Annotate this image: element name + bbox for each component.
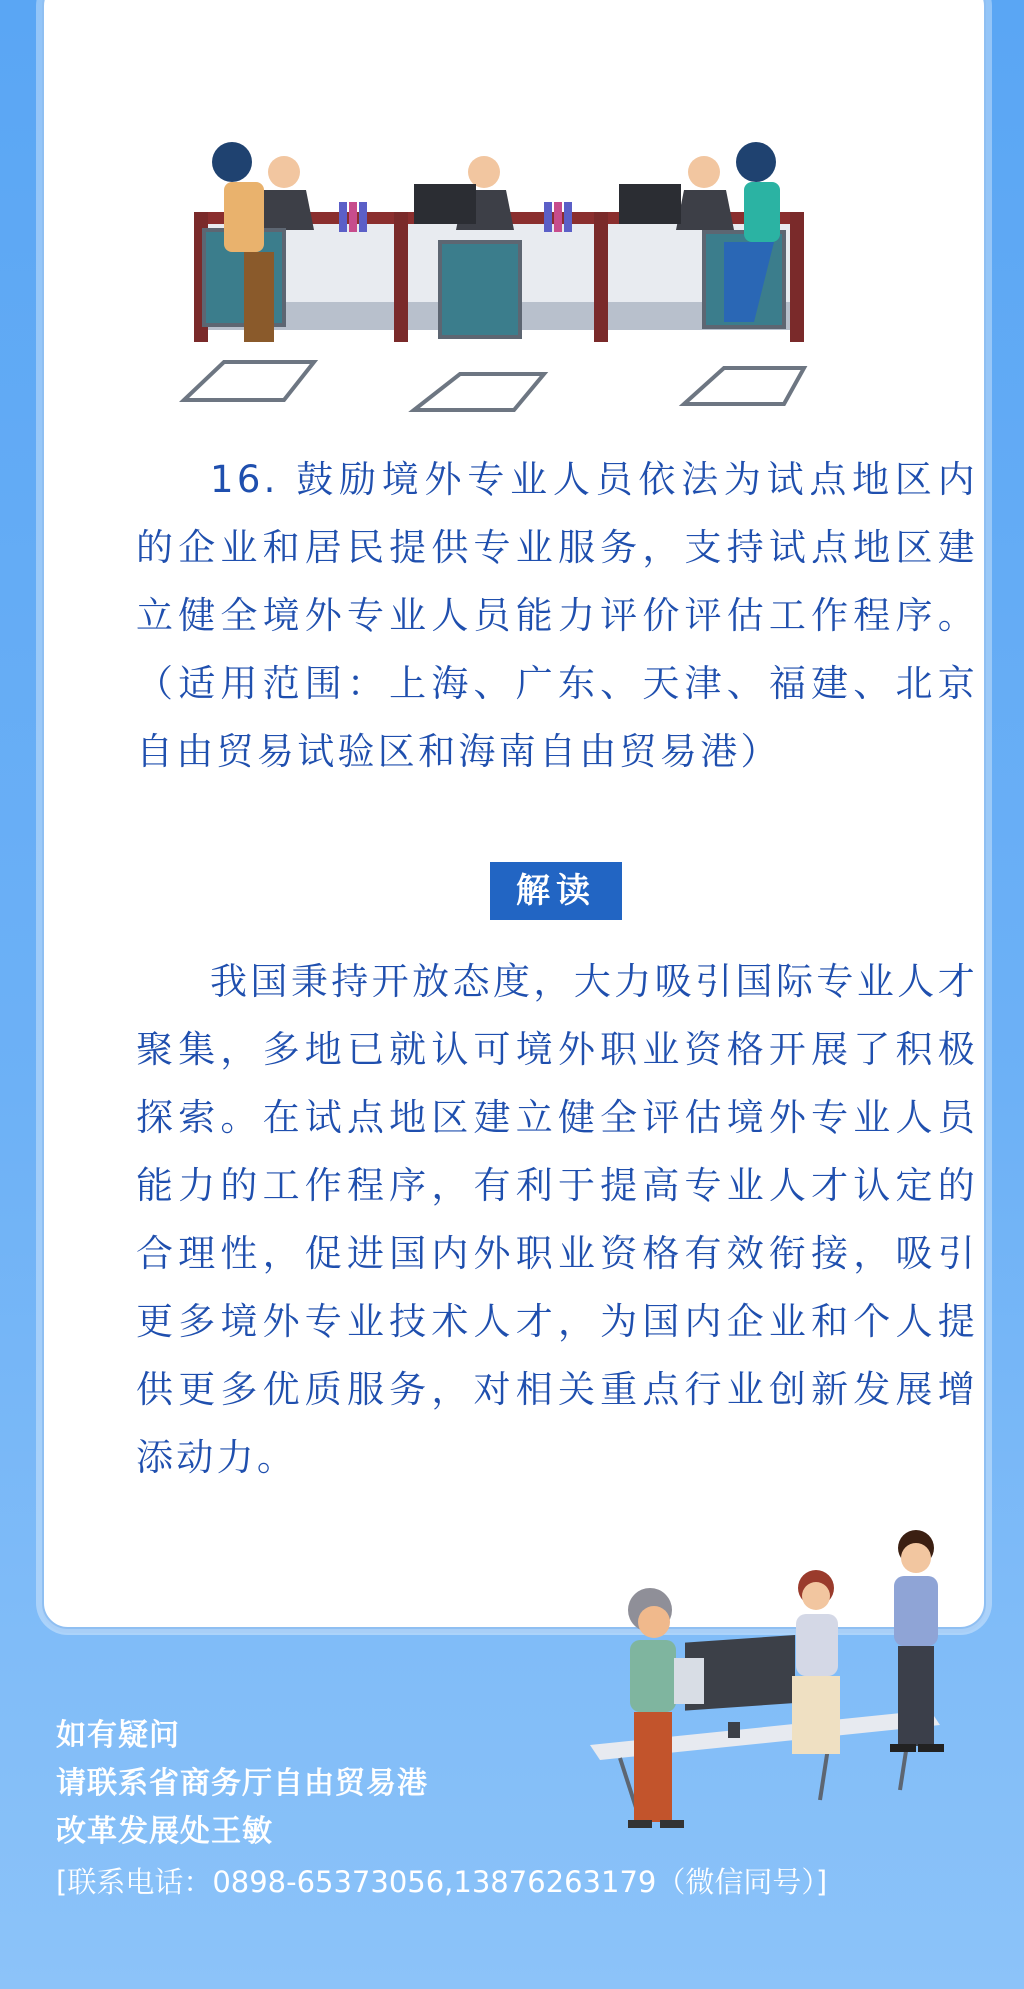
content-card bbox=[42, 0, 986, 1629]
interpretation-paragraph: 我国秉持开放态度，大力吸引国际专业人才聚集，多地已就认可境外职业资格开展了积极探索。在试点地区建立健全评估境外专业人员能力的工作程序，有利于提高专业人才认定的合理性，促进国内外职业资格有效衔接，吸引更多境外专业技术人才，为国内企业和个人提供更多优质服务，对相关重点行业创新发展增添动力。 bbox=[136, 960, 978, 1479]
contact-footer bbox=[56, 1712, 827, 1908]
contact-line-3: 改革发展处王敏 bbox=[56, 1814, 273, 1849]
policy-item-paragraph: 16. 鼓励境外专业人员依法为试点地区内的企业和居民提供专业服务，支持试点地区建立健全境外专业人员能力评价评估工作程序。（适用范围：上海、广东、天津、福建、北京自由贸易试验区和海南自由贸易港） bbox=[136, 458, 978, 773]
interpretation-label: 解读 bbox=[490, 862, 622, 920]
office-service-counter-illustration bbox=[164, 142, 954, 422]
contact-line-2: 请联系省商务厅自由贸易港 bbox=[56, 1766, 428, 1801]
contact-line-1: 如有疑问 bbox=[56, 1718, 180, 1753]
contact-phone: [联系电话：0898-65373056,13876263179（微信同号）] bbox=[56, 1865, 828, 1899]
